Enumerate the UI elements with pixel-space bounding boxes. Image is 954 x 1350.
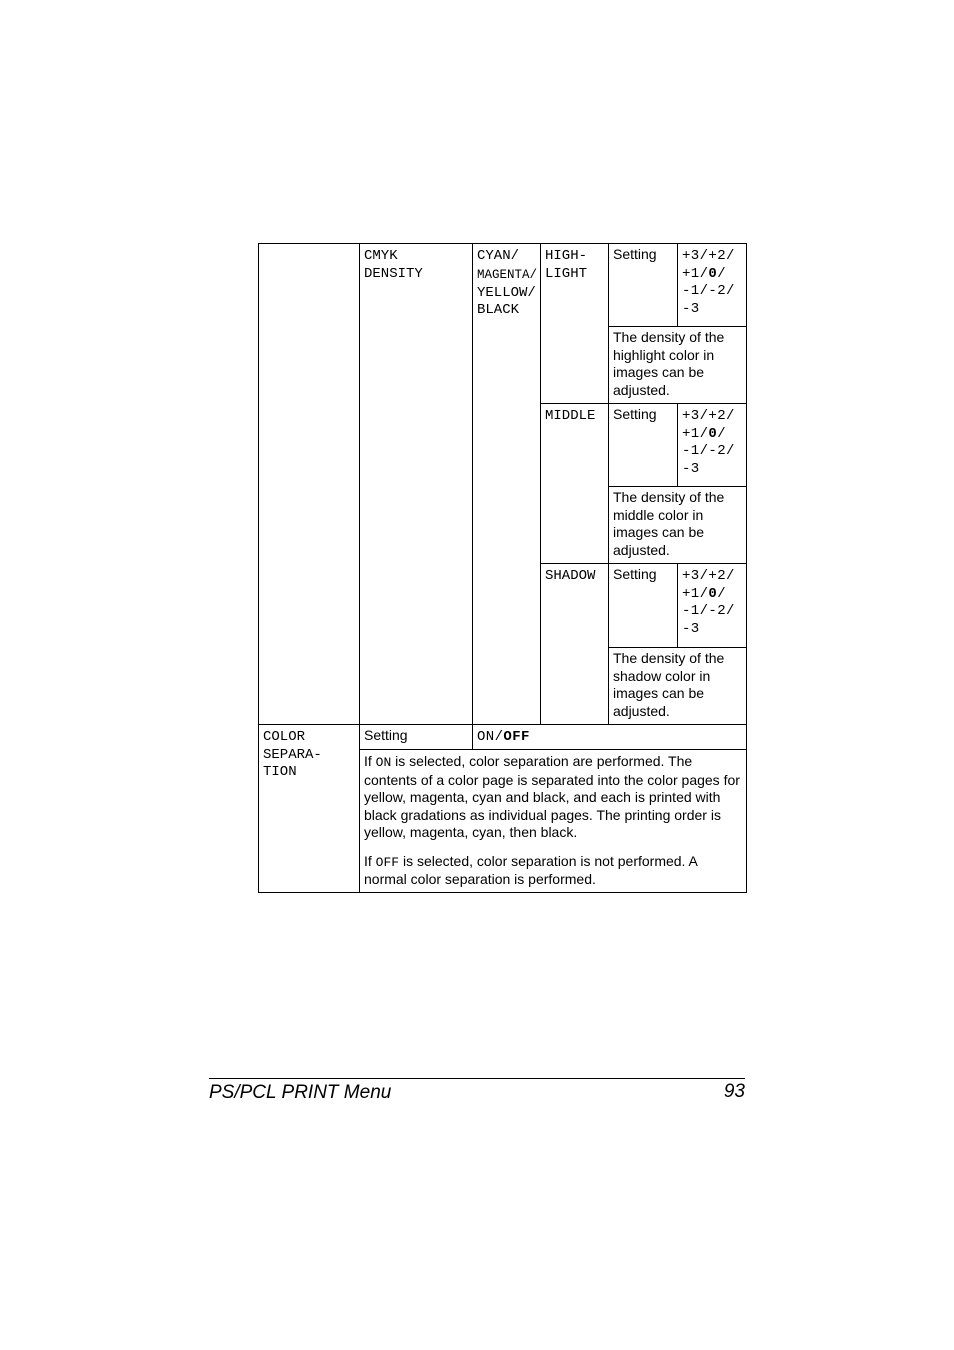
shadow-label: SHADOW [541, 564, 609, 725]
shadow-description: The density of the shadow color in images can be adjusted. [609, 648, 747, 725]
middle-label: MIDDLE [541, 404, 609, 564]
color-separation-label: COLOR SEPARA- TION [259, 725, 360, 893]
shadow-setting-options: +3/+2/ +1/0/ -1/-2/ -3 [678, 564, 747, 648]
middle-setting-label: Setting [609, 404, 678, 487]
shadow-setting-label: Setting [609, 564, 678, 648]
color-channel-label: CYAN/ MAGENTA/ YELLOW/ BLACK [473, 244, 541, 725]
highlight-description: The density of the highlight color in images can be adjusted. [609, 327, 747, 404]
off-description: If OFF is selected, color separation is not performed. A normal color separation is performed. [364, 852, 698, 887]
default-value: 0 [708, 585, 718, 602]
highlight-setting-label: Setting [609, 244, 678, 327]
footer-divider [209, 1078, 745, 1079]
cmyk-density-label: CMYK DENSITY [360, 244, 473, 725]
middle-description: The density of the middle color in images can be adjusted. [609, 487, 747, 564]
footer-title: PS/PCL PRINT Menu [209, 1082, 392, 1103]
menu-table [258, 243, 747, 893]
empty-parent-cell [259, 244, 360, 725]
on-description: If ON is selected, color separation are performed. The contents of a color page is separated into the color pages for yellow, magenta, cyan and black, and each is printed with black gradations as individual pages. The printing order is yellow, magenta, cyan, then black. [364, 753, 740, 840]
middle-setting-options: +3/+2/ +1/0/ -1/-2/ -3 [678, 404, 747, 487]
color-separation-description [360, 750, 747, 893]
highlight-setting-options: +3/+2/ +1/0/ -1/-2/ -3 [678, 244, 747, 327]
color-separation-options: ON/OFF [473, 725, 747, 750]
default-value: OFF [503, 729, 530, 745]
default-value: 0 [708, 265, 718, 282]
page-number: 93 [723, 1081, 745, 1102]
color-separation-setting-label: Setting [360, 725, 473, 750]
default-value: 0 [708, 425, 718, 442]
highlight-label: HIGH- LIGHT [541, 244, 609, 404]
